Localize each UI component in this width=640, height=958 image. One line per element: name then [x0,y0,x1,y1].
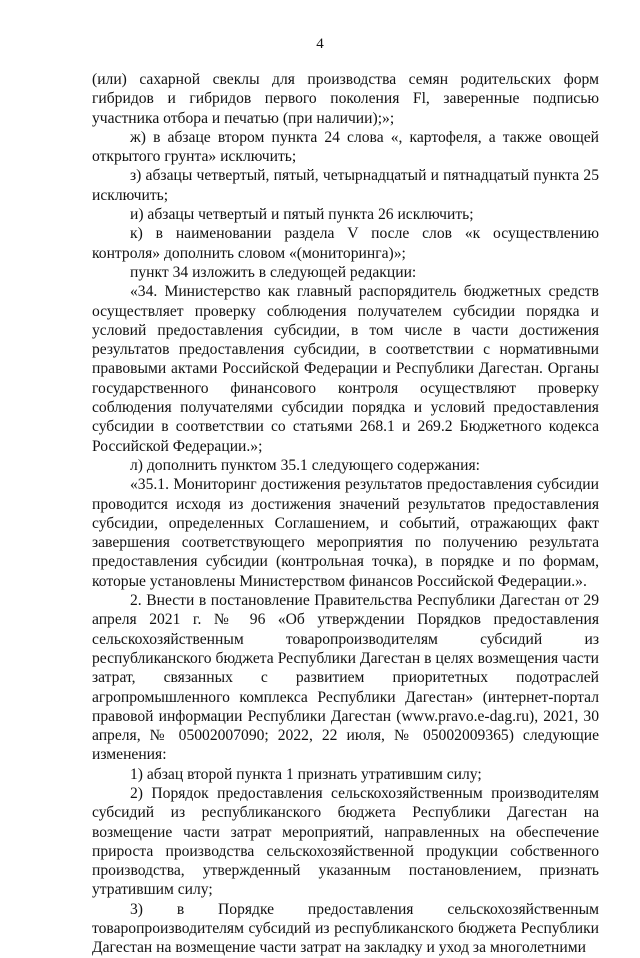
paragraph-point-34-intro: пункт 34 изложить в следующей редакции: [130,263,417,281]
paragraph-item-l: л) дополнить пунктом 35.1 следующего содержания: [130,456,480,474]
paragraph-item-zh: ж) в абзаце втором пункта 24 слова «, картофеля, а также овощей открытого грунта» исключить; [92,128,599,166]
paragraph-item-k: к) в наименовании раздела V после слов «к осуществлению контроля» дополнить словом «(мониторинга)»; [92,225,599,262]
paragraph-point-35-1-text: «35.1. Мониторинг достижения результатов предоставления субсидии проводится исходя из достижения значений результатов предоставления субсидии, определенных Соглашением, и событий, отражающих факт завершения соответствующего мероприятия по получению результата предоставления субсидии (контрольная точка), в порядке и по формам, которые установлены Министерством финансов Российской Федерации.». [92,476,599,590]
paragraph-item-2: 2) Порядок предоставления сельскохозяйственным производителям субсидий из республиканского бюджета Республики Дагестан на возмещение части затрат мероприятий, направленных на обеспечение прироста производства сельскохозяйственной продукции собственного производства, утвержденный указанным постановлением, признать утратившим силу; [92,784,599,899]
page-number: 4 [316,36,324,52]
document-body [92,70,599,958]
paragraph-point-34-text: «34. Министерство как главный распорядитель бюджетных средств осуществляет проверку соблюдения получателем субсидии порядка и условий предоставления субсидии, в том числе в части достижения результатов предоставления субсидии, в соответствии с нормативными правовыми актами Российской Федерации и Республики Дагестан. Органы государственного финансового контроля осуществляют проверку соблюдения получателями субсидии порядка и условий предоставления субсидии в соответствии со статьями 268.1 и 269.2 Бюджетного кодекса Российской Федерации.»; [92,283,599,455]
paragraph-item-3: 3) в Порядке предоставления сельскохозяйственным товаропроизводителям субсидий из республиканского бюджета Республики Дагестан на возмещение части затрат на закладку и уход за многолетними [92,900,599,957]
paragraph-item-i: и) абзацы четвертый и пятый пункта 26 исключить; [130,206,474,224]
paragraph-item-z: з) абзацы четвертый, пятый, четырнадцатый и пятнадцатый пункта 25 исключить; [92,167,599,204]
paragraph-continuation: (или) сахарной свеклы для производства семян родительских форм гибридов и гибридов первого поколения Fl, заверенные подписью участника отбора и печатью (при наличии);»; [92,71,599,127]
paragraph-section-2: 2. Внести в постановление Правительства Республики Дагестан от 29 апреля 2021 г. № 96 «Об утверждении Порядков предоставления сельскохозяйственным товаропроизводителям субсидий из республиканского бюджета Республики Дагестан в целях возмещения части затрат, связанных с развитием приоритетных подотраслей агропромышленного комплекса Республики Дагестан» (интернет-портал правовой информации Республики Дагестан (www.pravo.e-dag.ru), 2021, 30 апреля, № 05002007090; 2022, 22 июля, № 05002009365) следующие изменения: [92,592,599,764]
paragraph-item-1: 1) абзац второй пункта 1 признать утратившим силу; [130,765,482,783]
